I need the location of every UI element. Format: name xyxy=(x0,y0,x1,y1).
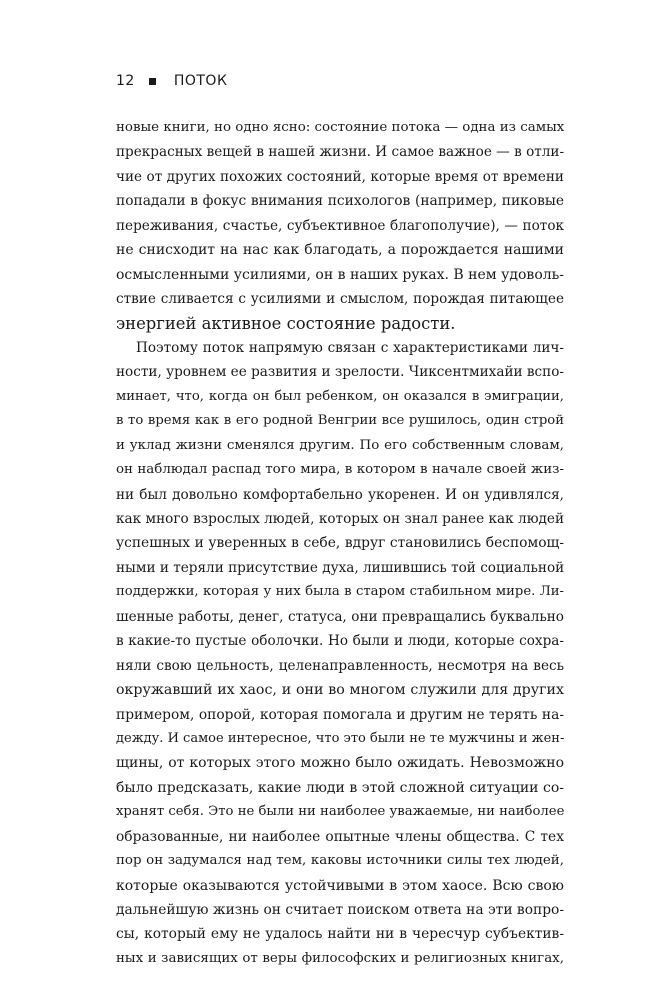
text-line: в то время как в его родной Венгрии все рушилось, один строй xyxy=(116,413,564,429)
text-line: няли свою цельность, целенаправленность, несмотря на весь xyxy=(116,657,564,674)
text-line: ни был довольно комфортабельно укоренен. И он удивлялся, xyxy=(116,486,564,503)
text-line: ности, уровнем ее развития и зрелости. Чиксентмихайи вспо- xyxy=(116,364,564,381)
text-line: и уклад жизни сменялся другим. По его собственным словам, xyxy=(116,437,564,453)
page-number: 12 xyxy=(116,73,135,89)
text-line: новые книги, но одно ясно: состояние потока — одна из самых xyxy=(116,120,564,135)
text-line: примером, опорой, которая помогала и другим не терять на- xyxy=(116,706,564,723)
text-line: поддержки, которая у них была в старом стабильном мире. Ли- xyxy=(116,584,564,600)
text-line: хранят себя. Это не были ни наиболее уважаемые, ни наиболее xyxy=(116,804,564,820)
text-line: осмысленными усилиями, он в наших руках. В нем удоволь- xyxy=(116,266,564,283)
text-line: дальнейшую жизнь он считает поиском ответа на эти вопро- xyxy=(116,902,564,918)
running-title: ПОТОК xyxy=(173,73,228,89)
text-line: ствие сливается с усилиями и смыслом, порождая питающее xyxy=(116,291,564,308)
text-line: ных и зависящих от веры философских и религиозных книгах, xyxy=(116,950,564,966)
text-line: энергией активное состояние радости. xyxy=(116,313,456,333)
text-line: было предсказать, какие люди в этой сложной ситуации со- xyxy=(116,779,564,796)
text-line: успешных и уверенных в себе, вдруг становились беспомощ- xyxy=(116,535,564,552)
text-line: не снисходит на нас как благодать, а порождается нашими xyxy=(116,242,564,259)
text-line: переживания, счастье, субъективное благополучие), — поток xyxy=(116,217,564,234)
text-line: окружавший их хаос, и они во многом служили для других xyxy=(116,682,564,699)
running-header xyxy=(116,73,227,89)
text-line: прекрасных вещей в нашей жизни. И самое важное — в отли- xyxy=(116,144,564,161)
text-line: минает, что, когда он был ребенком, он оказался в эмиграции, xyxy=(116,388,564,404)
header-separator-square xyxy=(149,78,156,85)
text-line: как много взрослых людей, которых он знал ранее как людей xyxy=(116,511,564,527)
text-line: которые оказываются устойчивыми в этом хаосе. Всю свою xyxy=(116,877,564,894)
text-line: Поэтому поток напрямую связан с характеристиками лич- xyxy=(136,339,564,356)
text-line: дежду. И самое интересное, что это были не те мужчины и жен- xyxy=(116,730,564,746)
text-line: образованные, ни наиболее опытные члены общества. С тех xyxy=(116,828,564,845)
text-line: ными и теряли присутствие духа, лишившись той социальной xyxy=(116,559,564,576)
text-line: сы, который ему не удалось найти ни в чересчур субъектив- xyxy=(116,926,564,943)
text-line: щины, от которых этого можно было ожидать. Невозможно xyxy=(116,755,564,772)
text-line: попадали в фокус внимания психологов (например, пиковые xyxy=(116,193,564,210)
text-line: пор он задумался над тем, каковы источники силы тех людей, xyxy=(116,853,564,869)
text-line: шенные работы, денег, статуса, они превращались буквально xyxy=(116,608,564,625)
text-line: в какие-то пустые оболочки. Но были и люди, которые сохра- xyxy=(116,633,564,650)
text-line: он наблюдал распад того мира, в котором в начале своей жиз- xyxy=(116,462,564,478)
body-text xyxy=(116,116,564,971)
text-line: чие от других похожих состояний, которые время от времени xyxy=(116,168,564,185)
